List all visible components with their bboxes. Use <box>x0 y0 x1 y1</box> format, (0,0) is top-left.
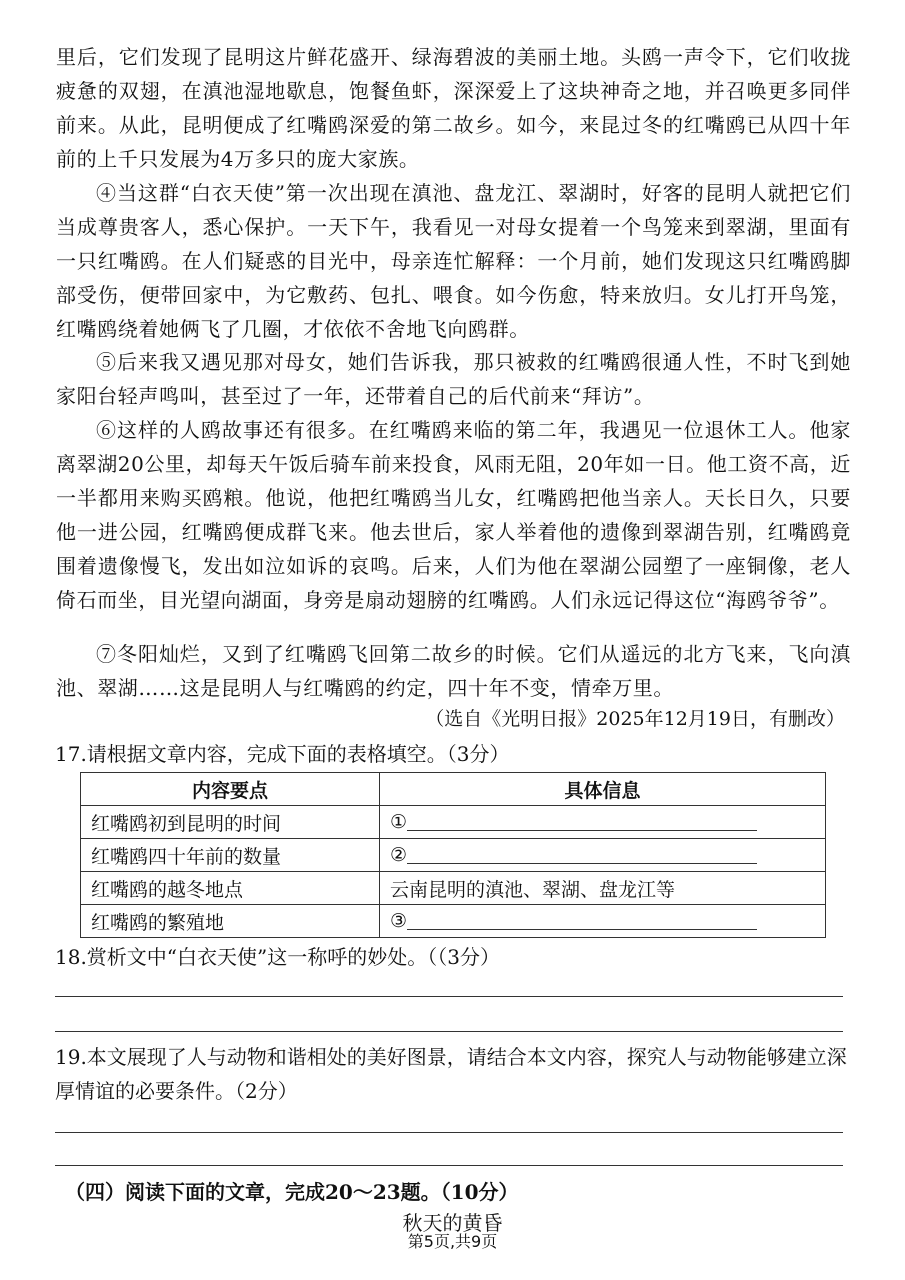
paragraph-3-continued: 里后，它们发现了昆明这片鲜花盛开、绿海碧波的美丽土地。头鸥一声令下，它们收拢疲惫的双翅，在滇池湿地歇息，饱餐鱼虾，深深爱上了这块神奇之地，并召唤更多同伴前来。从此，昆明便成了红嘴鸥深爱的第二故乡。如今，来昆过冬的红嘴鸥已从四十年前的上千只发展为4万多只的庞大家族。 <box>56 45 851 171</box>
table-cell-point: 红嘴鸥四十年前的数量 <box>81 839 380 872</box>
table-header-point: 内容要点 <box>81 773 380 806</box>
table-row <box>81 839 826 872</box>
paragraph-4: ④当这群“白衣天使”第一次出现在滇池、盘龙江、翠湖时，好客的昆明人就把它们当成尊贵客人，悉心保护。一天下午，我看见一对母女提着一个鸟笼来到翠湖，里面有一只红嘴鸥。在人们疑惑的目光中，母亲连忙解释：一个月前，她们发现这只红嘴鸥脚部受伤，便带回家中，为它敷药、包扎、喂食。如今伤愈，特来放归。女儿打开鸟笼，红嘴鸥绕着她俩飞了几圈，才依依不舍地飞向鸥群。 <box>56 181 851 341</box>
table-cell-info[interactable] <box>380 905 826 938</box>
paragraph-5: ⑤后来我又遇见那对母女，她们告诉我，那只被救的红嘴鸥很通人性，不时飞到她家阳台轻声鸣叫，甚至过了一年，还带着自己的后代前来“拜访”。 <box>56 350 851 408</box>
table-cell-info: 云南昆明的滇池、翠湖、盘龙江等 <box>380 872 826 905</box>
table-header-info: 具体信息 <box>380 773 826 806</box>
blank-marker: ③ <box>390 910 408 932</box>
table-row <box>81 905 826 938</box>
page-number: 第5页,共9页 <box>407 1232 498 1251</box>
next-article-title: 秋天的黄昏 <box>402 1211 503 1235</box>
blank-marker: ② <box>390 844 408 866</box>
answer-line[interactable] <box>55 996 843 997</box>
answer-line[interactable] <box>55 1165 843 1166</box>
question-17-table <box>80 772 826 938</box>
table-row <box>81 806 826 839</box>
question-17-prompt: 17.请根据文章内容，完成下面的表格填空。（3分） <box>55 742 510 766</box>
question-19-prompt: 19.本文展现了人与动物和谐相处的美好图景，请结合本文内容，探究人与动物能够建立深厚情谊的必要条件。（2分） <box>55 1045 847 1103</box>
table-row <box>81 872 826 905</box>
paragraph-6: ⑥这样的人鸥故事还有很多。在红嘴鸥来临的第二年，我遇见一位退休工人。他家离翠湖20公里，却每天午饭后骑车前来投食，风雨无阻，20年如一日。他工资不高，近一半都用来购买鸥粮。他说，他把红嘴鸥当儿女，红嘴鸥把他当亲人。天长日久，只要他一进公园，红嘴鸥便成群飞来。他去世后，家人举着他的遗像到翠湖告别，红嘴鸥竟围着遗像慢飞，发出如泣如诉的哀鸣。后来，人们为他在翠湖公园塑了一座铜像，老人倚石而坐，目光望向湖面，身旁是扇动翅膀的红嘴鸥。人们永远记得这位“海鸥爷爷”。 <box>56 418 851 612</box>
table-header-row <box>81 773 826 806</box>
table-cell-point: 红嘴鸥的越冬地点 <box>81 872 380 905</box>
answer-blank[interactable] <box>407 911 757 930</box>
table-cell-info[interactable] <box>380 806 826 839</box>
table-cell-info[interactable] <box>380 839 826 872</box>
answer-line[interactable] <box>55 1031 843 1032</box>
article-source: （选自《光明日报》2025年12月19日，有删改） <box>425 708 845 730</box>
answer-line[interactable] <box>55 1132 843 1133</box>
question-18-prompt: 18.赏析文中“白衣天使”这一称呼的妙处。（（3分） <box>55 945 500 969</box>
paragraph-7: ⑦冬阳灿烂，又到了红嘴鸥飞回第二故乡的时候。它们从遥远的北方飞来，飞向滇池、翠湖……这是昆明人与红嘴鸥的约定，四十年不变，情牵万里。 <box>56 642 851 700</box>
section-heading: （四）阅读下面的文章，完成20～23题。（10分） <box>65 1180 519 1204</box>
answer-blank[interactable] <box>407 845 757 864</box>
table-cell-point: 红嘴鸥初到昆明的时间 <box>81 806 380 839</box>
table-cell-point: 红嘴鸥的繁殖地 <box>81 905 380 938</box>
answer-blank[interactable] <box>407 812 757 831</box>
blank-marker: ① <box>390 811 408 833</box>
